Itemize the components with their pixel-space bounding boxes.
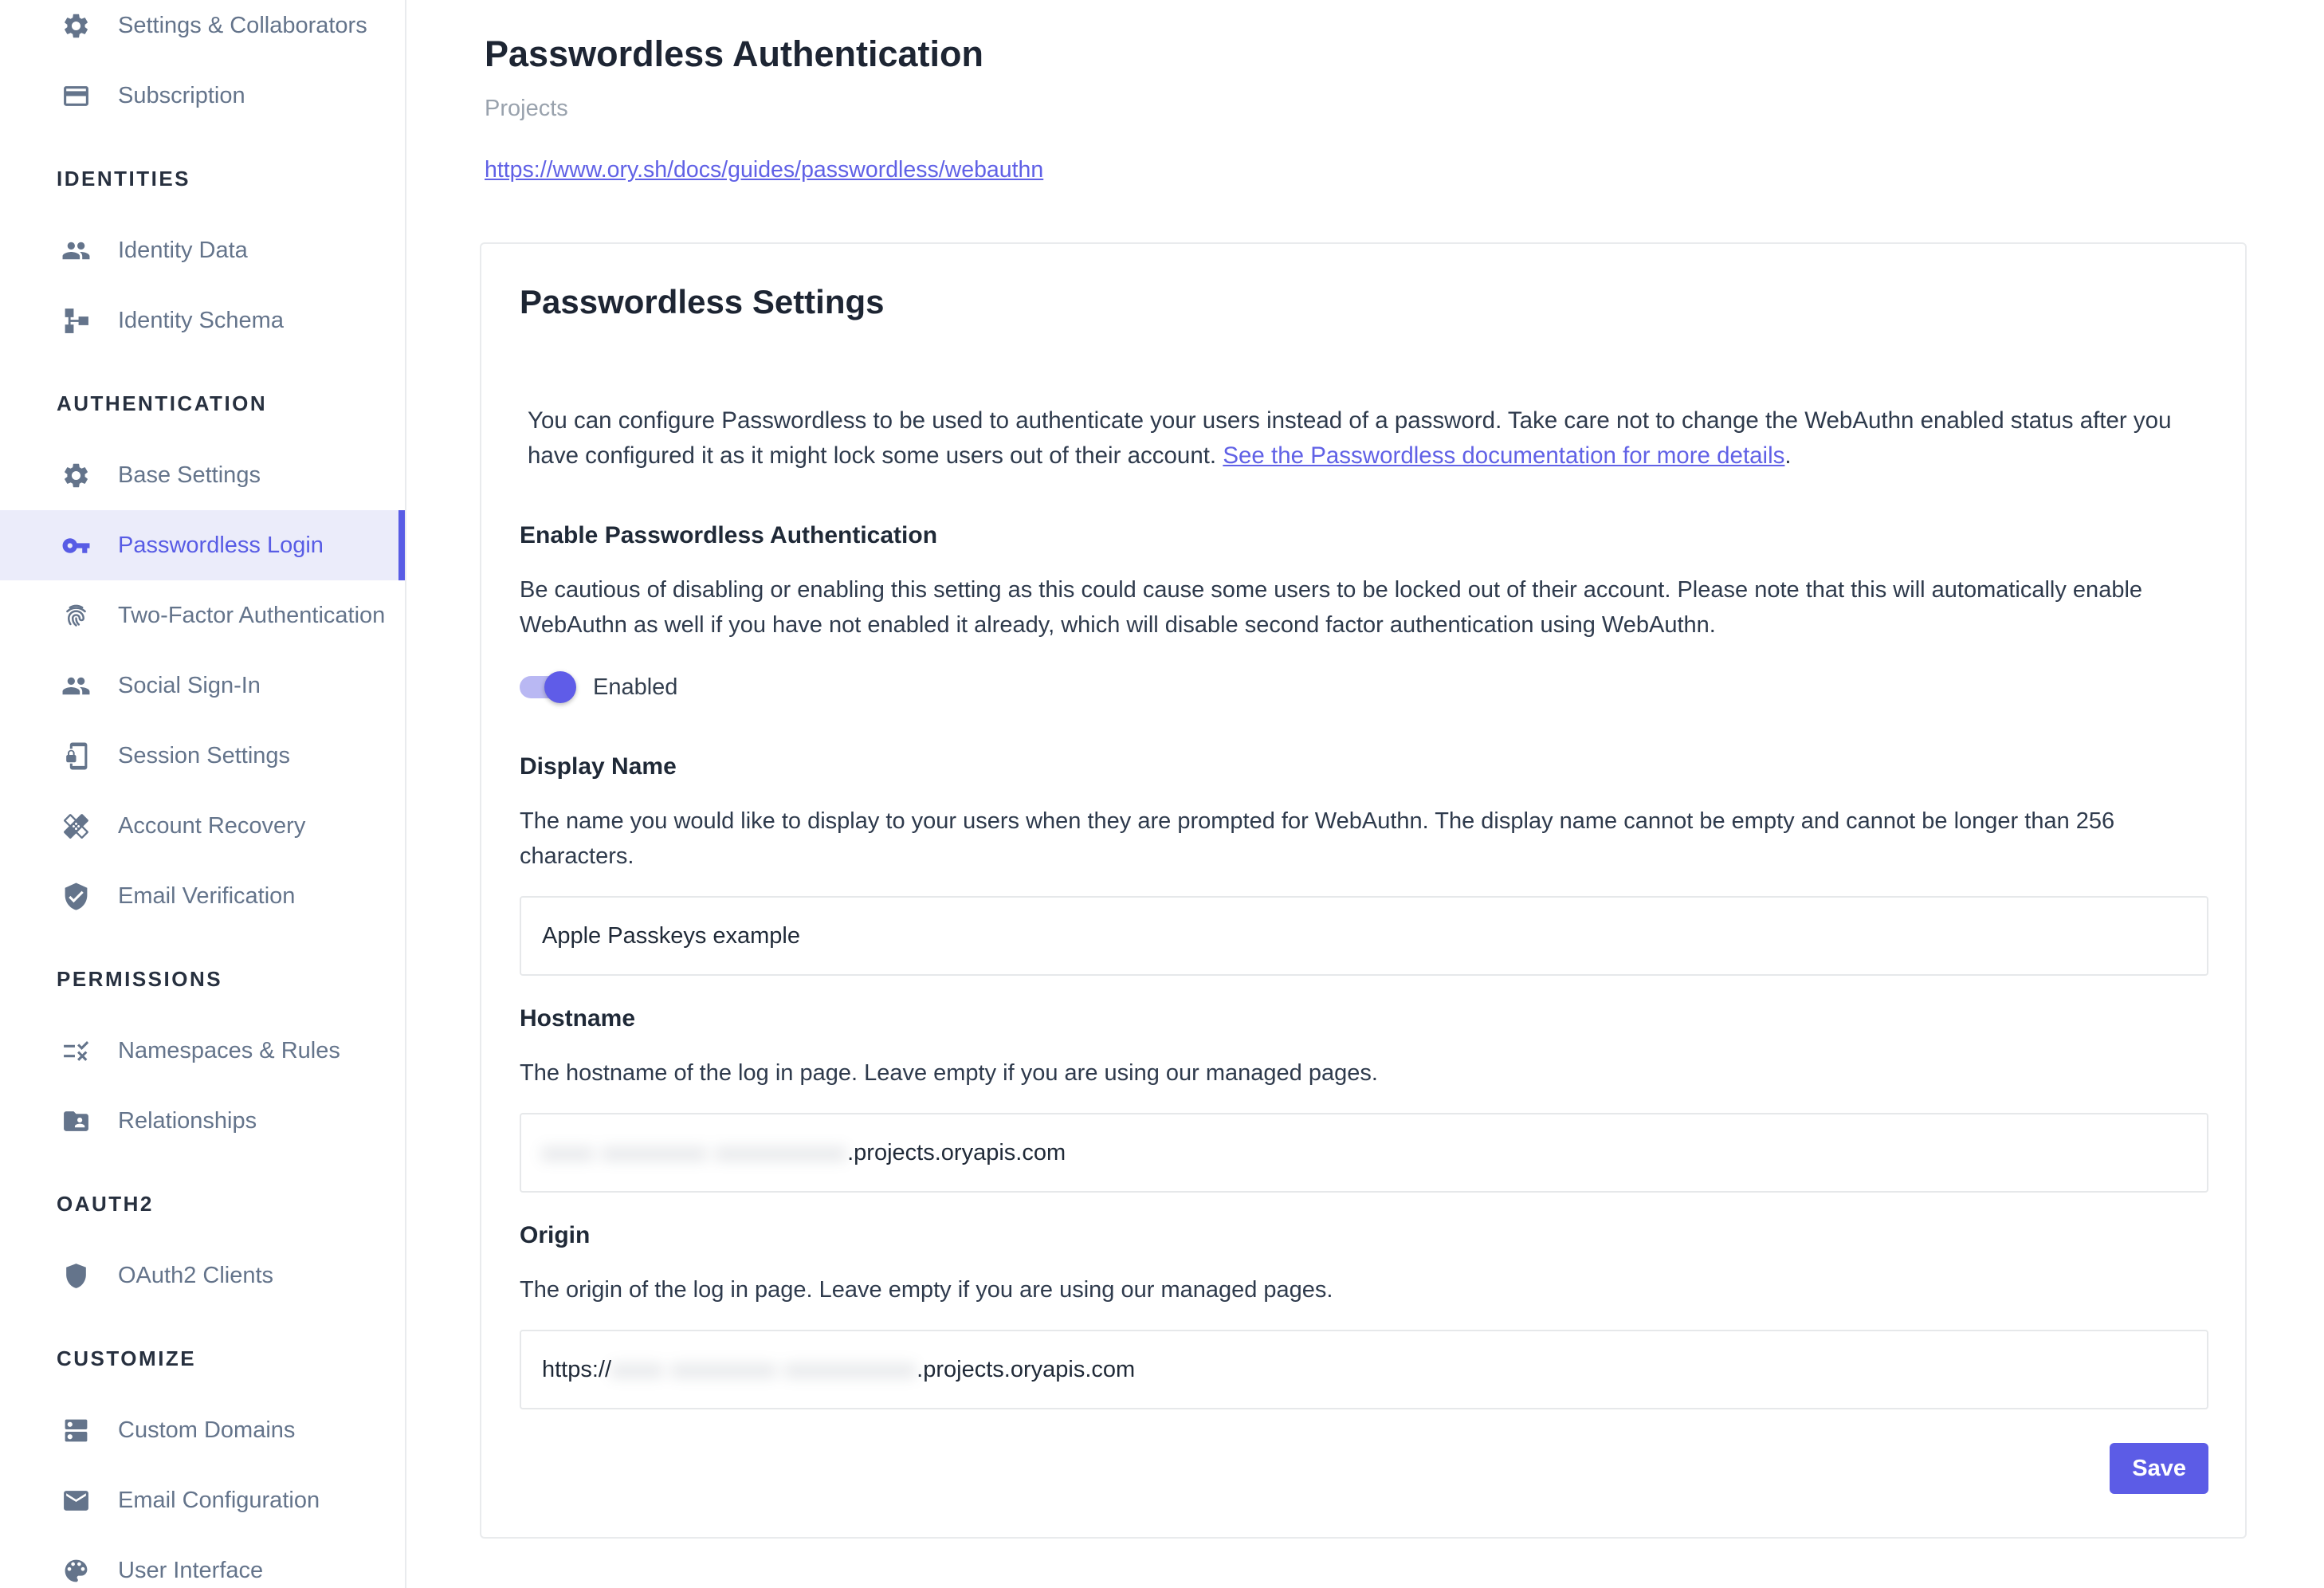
- sidebar-item-label: Relationships: [118, 1107, 257, 1134]
- gear-icon: [61, 461, 91, 490]
- enable-passwordless-description: Be cautious of disabling or enabling this setting as this could cause some users to be locked out of their account. Please note that this will automatically enable WebAuthn as well if you have not enabled it already, which will disable second factor authentication using WebAuthn.: [520, 577, 2143, 638]
- sidebar-item-user-interface[interactable]: [0, 1535, 405, 1588]
- card-title: Passwordless Settings: [520, 283, 885, 320]
- sidebar-item-custom-domains[interactable]: [0, 1395, 405, 1465]
- hostname-description: The hostname of the log in page. Leave empty if you are using our managed pages.: [520, 1060, 1378, 1086]
- sidebar-item-label: Social Sign-In: [118, 672, 261, 698]
- card-actions: [520, 1443, 2208, 1494]
- sidebar-item-label: OAuth2 Clients: [118, 1262, 274, 1288]
- sidebar-item-email-verification[interactable]: [0, 861, 405, 931]
- passwordless-toggle[interactable]: [520, 676, 574, 698]
- sidebar-item-label: Identity Schema: [118, 307, 284, 333]
- dns-icon: [61, 1416, 91, 1445]
- palette-icon: [61, 1556, 91, 1586]
- shield-check-icon: [61, 882, 91, 911]
- passwordless-settings-card: [480, 242, 2247, 1539]
- sidebar-section-identities: IDENTITIES: [57, 166, 191, 191]
- schema-icon: [61, 306, 91, 336]
- sidebar-item-label: Session Settings: [118, 742, 291, 768]
- save-button[interactable]: Save: [2110, 1443, 2208, 1494]
- sidebar-item-session-settings[interactable]: [0, 721, 405, 791]
- sidebar-item-label: Subscription: [118, 82, 245, 108]
- rule-icon: [61, 1036, 91, 1066]
- sidebar-item-label: Account Recovery: [118, 812, 306, 839]
- origin-redacted-value: xxxx xxxxxxxx xxxxxxxxxx: [611, 1356, 917, 1382]
- sidebar-item-label: Identity Data: [118, 237, 248, 263]
- sidebar-section-permissions: PERMISSIONS: [57, 966, 223, 991]
- sidebar-item-label: Email Verification: [118, 882, 296, 909]
- intro-text: [528, 403, 2201, 474]
- origin-heading: Origin: [520, 1222, 591, 1248]
- display-name-description: The name you would like to display to your users when they are prompted for WebAuthn. The display name cannot be empty and cannot be longer than 256 characters.: [520, 808, 2115, 869]
- sidebar-section-oauth2: OAUTH2: [57, 1191, 154, 1216]
- intro-text-body: You can configure Passwordless to be used to authenticate your users instead of a password. Take care not to change the WebAuthn enabled status after you have configured it as it might lock some users out of their account.: [528, 407, 2172, 469]
- sidebar-item-social-sign-in[interactable]: [0, 651, 405, 721]
- sidebar-item-label: Settings & Collaborators: [118, 12, 367, 38]
- sidebar-item-relationships[interactable]: [0, 1086, 405, 1156]
- intro-text-suffix: .: [1784, 442, 1792, 469]
- fingerprint-icon: [61, 601, 91, 631]
- sidebar-item-label: Email Configuration: [118, 1487, 320, 1513]
- people-icon: [61, 236, 91, 265]
- sidebar-item-identity-data[interactable]: [0, 215, 405, 285]
- documentation-link[interactable]: https://www.ory.sh/docs/guides/passwordless/webauthn: [485, 157, 1044, 183]
- sidebar-item-settings-collaborators[interactable]: [0, 0, 405, 61]
- sidebar-item-account-recovery[interactable]: [0, 791, 405, 861]
- breadcrumb: Projects: [485, 96, 568, 121]
- origin-input[interactable]: [520, 1330, 2208, 1409]
- sidebar-item-label: Namespaces & Rules: [118, 1037, 340, 1063]
- gear-icon: [61, 11, 91, 41]
- origin-description: The origin of the log in page. Leave empty if you are using our managed pages.: [520, 1277, 1333, 1303]
- hostname-heading: Hostname: [520, 1005, 636, 1032]
- page-title: Passwordless Authentication: [485, 33, 983, 74]
- sidebar-section-authentication: AUTHENTICATION: [57, 391, 268, 415]
- display-name-input[interactable]: [520, 896, 2208, 976]
- sidebar-item-label: User Interface: [118, 1557, 264, 1583]
- sidebar-item-two-factor[interactable]: [0, 580, 405, 651]
- sidebar-item-label: Base Settings: [118, 462, 261, 488]
- sidebar-item-passwordless-login[interactable]: [0, 510, 405, 580]
- sidebar-item-label: Two-Factor Authentication: [118, 602, 386, 628]
- toggle-label: Enabled: [593, 674, 678, 700]
- passwordless-docs-link[interactable]: See the Passwordless documentation for more details: [1223, 442, 1785, 469]
- origin-prefix: https://: [542, 1356, 612, 1382]
- sidebar-item-namespaces-rules[interactable]: [0, 1016, 405, 1086]
- sidebar-item-email-configuration[interactable]: [0, 1465, 405, 1535]
- hostname-input[interactable]: [520, 1113, 2208, 1193]
- sidebar-item-label: Custom Domains: [118, 1417, 296, 1443]
- sidebar-item-base-settings[interactable]: [0, 440, 405, 510]
- sidebar-section-customize: CUSTOMIZE: [57, 1346, 197, 1370]
- enable-toggle-row: [520, 670, 2208, 705]
- shield-icon: [61, 1261, 91, 1291]
- sidebar: [0, 0, 406, 1588]
- credit-card-icon: [61, 81, 91, 111]
- people-icon: [61, 671, 91, 701]
- sidebar-item-identity-schema[interactable]: [0, 285, 405, 356]
- hostname-suffix: .projects.oryapis.com: [847, 1139, 1066, 1165]
- folder-person-icon: [61, 1106, 91, 1136]
- sidebar-item-oauth2-clients[interactable]: [0, 1240, 405, 1311]
- healing-icon: [61, 812, 91, 841]
- hostname-redacted-value: xxxx xxxxxxxx xxxxxxxxxx: [542, 1139, 848, 1165]
- main-content: [408, 0, 2324, 1539]
- display-name-heading: Display Name: [520, 753, 677, 780]
- toggle-knob: [544, 671, 576, 703]
- phone-lock-icon: [61, 741, 91, 771]
- envelope-icon: [61, 1486, 91, 1515]
- sidebar-item-subscription[interactable]: [0, 61, 405, 131]
- sidebar-item-label: Passwordless Login: [118, 532, 324, 558]
- enable-passwordless-heading: Enable Passwordless Authentication: [520, 522, 938, 548]
- origin-suffix: .projects.oryapis.com: [917, 1356, 1136, 1382]
- key-icon: [61, 531, 91, 560]
- sidebar-nav: [0, 0, 405, 1588]
